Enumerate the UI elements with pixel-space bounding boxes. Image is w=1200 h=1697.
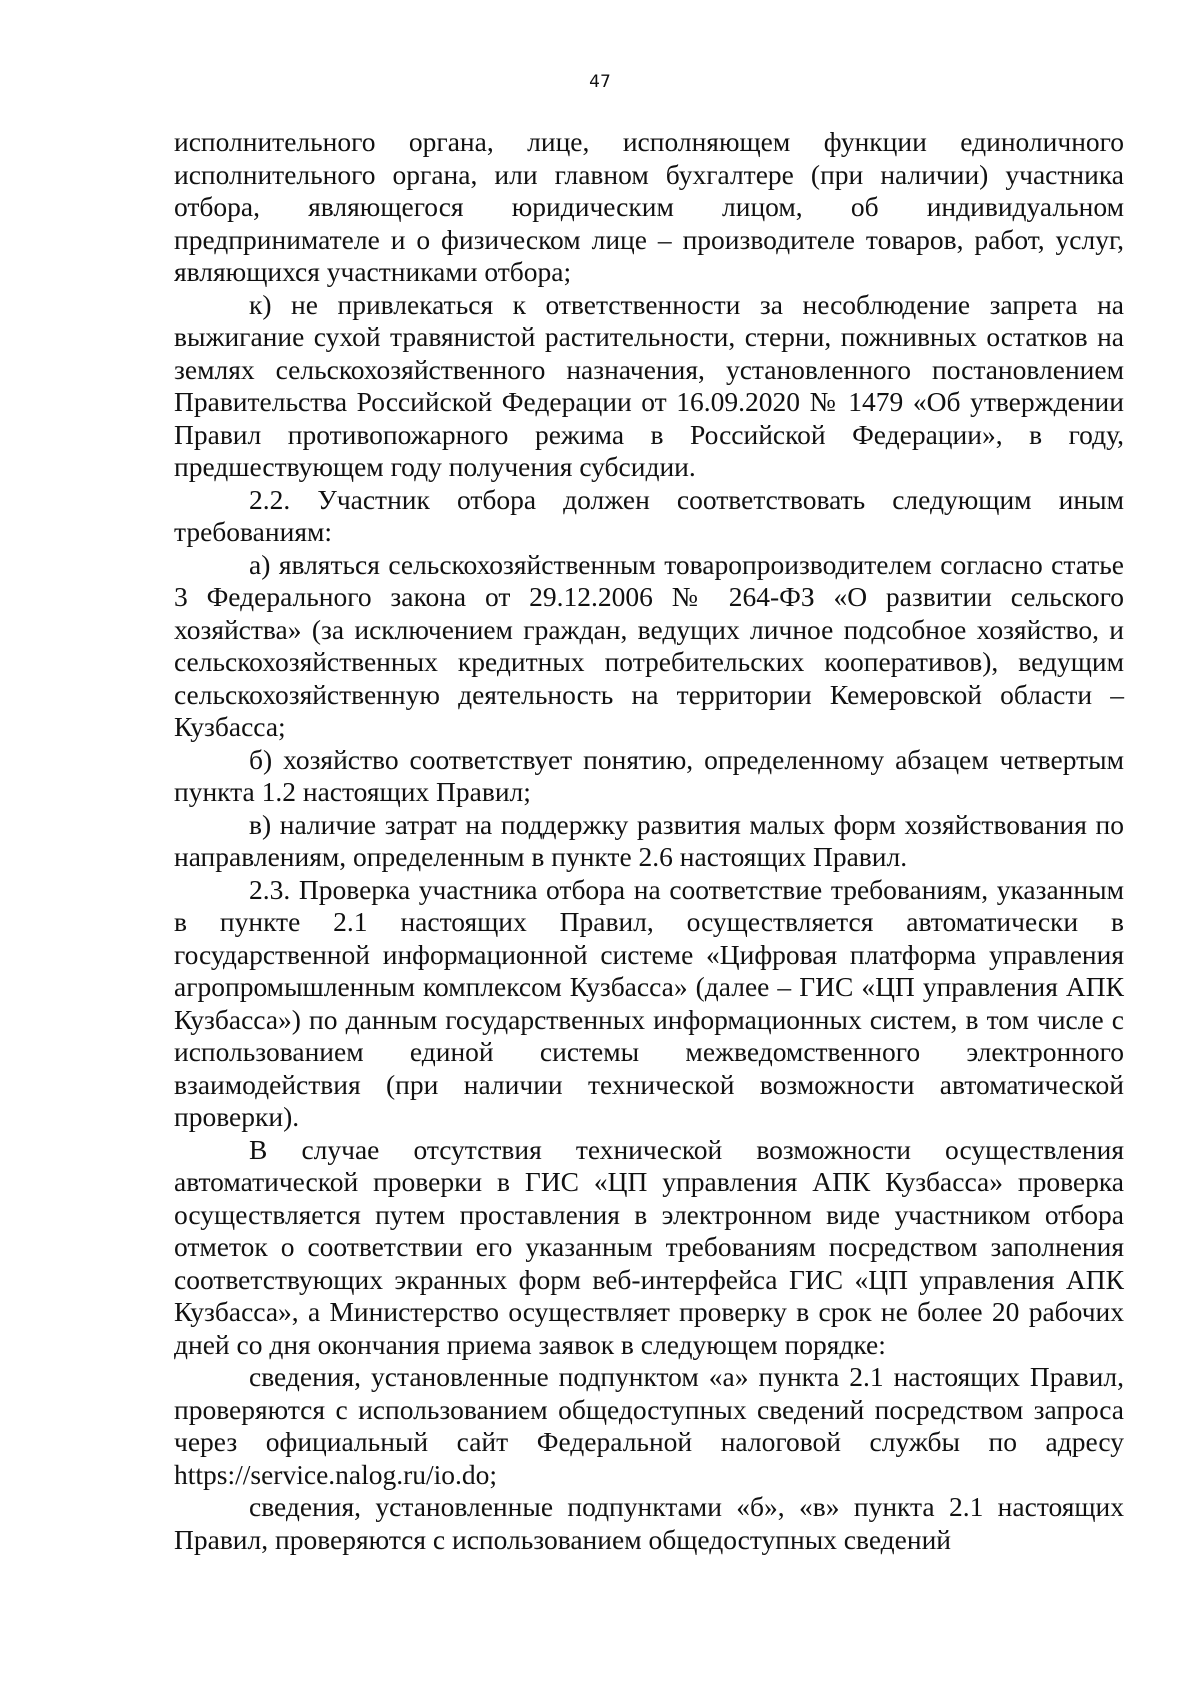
paragraph-check-subitem-a: сведения, установленные подпунктом «а» пункта 2.1 настоящих Правил, проверяются с использованием общедоступных сведений посредством запроса через официальный сайт Федеральной налоговой службы по адресу https://service.nalog.ru/io.do; xyxy=(174,1361,1124,1490)
paragraph-item-a: а) являться сельскохозяйственным товаропроизводителем согласно статье 3 Федерального закона от 29.12.2006 № 264-ФЗ «О развитии сельского хозяйства» (за исключением граждан, ведущих личное подсобное хозяйство, и сельскохозяйственных кредитных потребительских кооперативов), ведущим сельскохозяйственную деятельность на территории Кемеровской области – Кузбасса; xyxy=(174,548,1124,742)
paragraph-check-subitems-b-v: сведения, установленные подпунктами «б», «в» пункта 2.1 настоящих Правил, проверяются с использованием общедоступных сведений xyxy=(174,1491,1124,1555)
paragraph-item-b: б) хозяйство соответствует понятию, определенному абзацем четвертым пункта 1.2 настоящих Правил; xyxy=(174,743,1124,807)
paragraph-item-v: в) наличие затрат на поддержку развития малых форм хозяйствования по направлениям, определенным в пункте 2.6 настоящих Правил. xyxy=(174,808,1124,872)
paragraph-section-2-2: 2.2. Участник отбора должен соответствовать следующим иным требованиям: xyxy=(174,483,1124,547)
paragraph-section-2-3: 2.3. Проверка участника отбора на соответствие требованиям, указанным в пункте 2.1 настоящих Правил, осуществляется автоматически в государственной информационной системе «Цифровая платформа управления агропромышленным комплексом Кузбасса» (далее – ГИС «ЦП управления АПК Кузбасса») по данным государственных информационных систем, в том числе с использованием единой системы межведомственного электронного взаимодействия (при наличии технической возможности автоматической проверки). xyxy=(174,873,1124,1132)
paragraph-no-technical-possibility: В случае отсутствия технической возможности осуществления автоматической проверки в ГИС «ЦП управления АПК Кузбасса» проверка осуществляется путем проставления в электронном виде участником отбора отметок о соответствии его указанным требованиям посредством заполнения соответствующих экранных форм веб-интерфейса ГИС «ЦП управления АПК Кузбасса», а Министерство осуществляет проверку в срок не более 20 рабочих дней со дня окончания приема заявок в следующем порядке: xyxy=(174,1133,1124,1360)
page-number: 47 xyxy=(589,72,611,92)
paragraph-continuation: исполнительного органа, лице, исполняющем функции единоличного исполнительного органа, или главном бухгалтере (при наличии) участника отбора, являющегося юридическим лицом, об индивидуальном предпринимателе и о физическом лице – производителе товаров, работ, услуг, являющихся участниками отбора; xyxy=(174,126,1124,287)
paragraph-item-k: к) не привлекаться к ответственности за несоблюдение запрета на выжигание сухой травянистой растительности, стерни, пожнивных остатков на землях сельскохозяйственного назначения, установленного постановлением Правительства Российской Федерации от 16.09.2020 № 1479 «Об утверждении Правил противопожарного режима в Российской Федерации», в году, предшествующем году получения субсидии. xyxy=(174,288,1124,482)
document-body xyxy=(174,126,1124,1556)
